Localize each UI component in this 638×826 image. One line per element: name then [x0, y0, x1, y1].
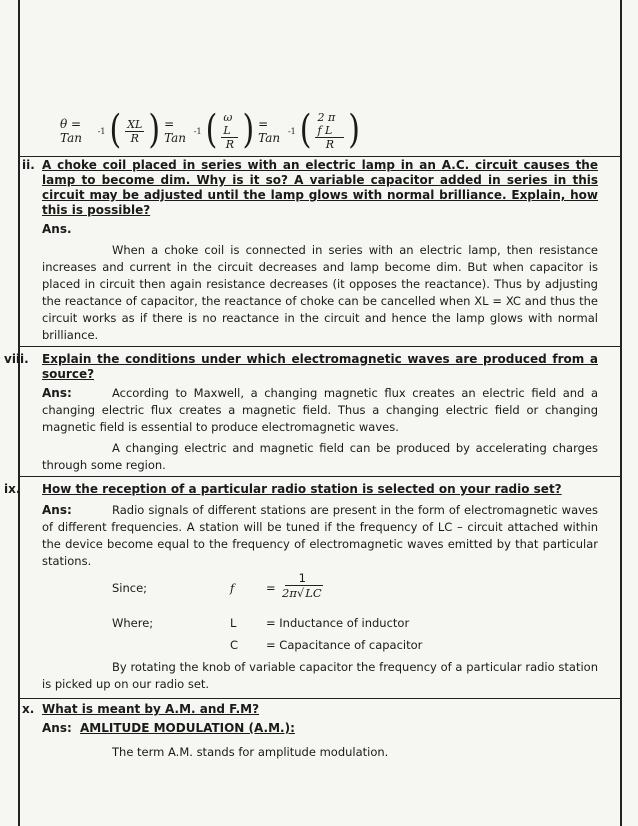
question-x: What is meant by A.M. and F.M? — [42, 702, 260, 716]
c-symbol: C — [230, 638, 239, 652]
question-number: x. — [22, 702, 35, 716]
lc-root: LC — [305, 586, 322, 600]
question-ii: A choke coil placed in series with an electric lamp in an A.C. circuit causes the lamp to become dim. Why is it so? A variable capacitor added in series in this circuit may be adjusted until the lamp glows with normal brilliance. Explain, how this is possible? — [42, 158, 598, 217]
fraction-2pifl-r — [315, 111, 344, 151]
question-number: viii. — [4, 352, 29, 366]
question-ix: How the reception of a particular radio station is selected on your radio set? — [42, 482, 562, 496]
answer-label: Ans: — [42, 503, 72, 517]
page-right-border — [620, 0, 622, 826]
formula-eq3: = Tan — [258, 117, 281, 145]
paren-open-icon: ( — [299, 107, 312, 154]
phase-angle-formula — [60, 108, 360, 154]
answer-label: Ans. — [42, 222, 72, 236]
answer-label: Ans: — [42, 721, 72, 735]
fraction-num: XL — [127, 117, 143, 131]
paren-close-icon: ) — [148, 107, 161, 154]
question-number: ii. — [22, 158, 35, 172]
formula-denominator: 2π√LC — [282, 586, 322, 600]
fraction-xl-r — [125, 118, 144, 145]
answer-ii-text: When a choke coil is connected in series with an electric lamp, then resistance increases and current in the circuit decreases and lamp become dim. But when capacitor is placed in circuit then again resistance decreases (it opposes the reactance). Thus by adjusting the reactance of capacitor, the reactance of choke can be cancelled when XL = XC and thus the circuit works as if there is no reactance in the circuit and hence the lamp glows with normal brilliance. — [42, 243, 598, 342]
paren-open-icon: ( — [109, 107, 122, 154]
paren-open-icon: ( — [205, 107, 218, 154]
since-label: Since; — [112, 581, 148, 595]
formula-lhs: θ = Tan — [60, 117, 82, 145]
question-number: ix. — [4, 482, 21, 496]
fraction-num: ω L — [221, 111, 238, 138]
answer-label: Ans: — [42, 386, 72, 400]
answer-x-text: The term A.M. stands for amplitude modulation. — [112, 745, 389, 759]
paren-close-icon: ) — [242, 107, 255, 154]
answer-ix-text: Radio signals of different stations are present in the form of electromagnetic waves of different frequencies. A station will be tuned if the frequency of LC – circuit attached within the device become equal to the frequency of electromagnetic waves emitted by that particular stations. — [42, 503, 598, 568]
fraction-wl-r — [221, 111, 238, 151]
equals-sign: = — [266, 581, 276, 595]
where-label: Where; — [112, 616, 154, 630]
answer-viii-text-1: According to Maxwell, a changing magnetic flux creates an electric field and a changing electric flux creates a magnetic field. Thus a changing electric field or changing magnetic field is essential to produce electromagnetic waves. — [42, 386, 598, 434]
answer-viii-text-2: A changing electric and magnetic field can be produced by accelerating charges through some region. — [42, 441, 598, 472]
am-heading: AMLITUDE MODULATION (A.M.): — [80, 721, 295, 735]
l-symbol: L — [230, 616, 237, 630]
formula-sup-1: -1 — [97, 126, 106, 136]
divider — [20, 476, 620, 477]
f-symbol: f — [230, 581, 235, 595]
answer-ix-closing: By rotating the knob of variable capacitor the frequency of a particular radio station is picked up on our radio set. — [42, 660, 598, 691]
paren-close-icon: ) — [348, 107, 360, 154]
fraction-den: R — [225, 138, 235, 151]
divider — [20, 156, 620, 157]
formula-numerator: 1 — [285, 571, 320, 586]
resonance-formula — [282, 571, 323, 600]
fraction-den: R — [130, 131, 139, 145]
page-left-border — [18, 0, 20, 826]
fraction-den: R — [325, 138, 335, 151]
l-definition: = Inductance of inductor — [266, 616, 410, 630]
divider — [20, 346, 620, 347]
formula-eq2: = Tan — [164, 117, 187, 145]
question-viii: Explain the conditions under which electromagnetic waves are produced from a source? — [42, 352, 598, 381]
fraction-num: 2 π f L — [315, 111, 344, 138]
divider — [20, 698, 620, 699]
formula-sup-2: -1 — [193, 126, 202, 136]
c-definition: = Capacitance of capacitor — [266, 638, 423, 652]
two-pi: 2π — [282, 586, 297, 600]
formula-sup-3: -1 — [287, 126, 296, 136]
